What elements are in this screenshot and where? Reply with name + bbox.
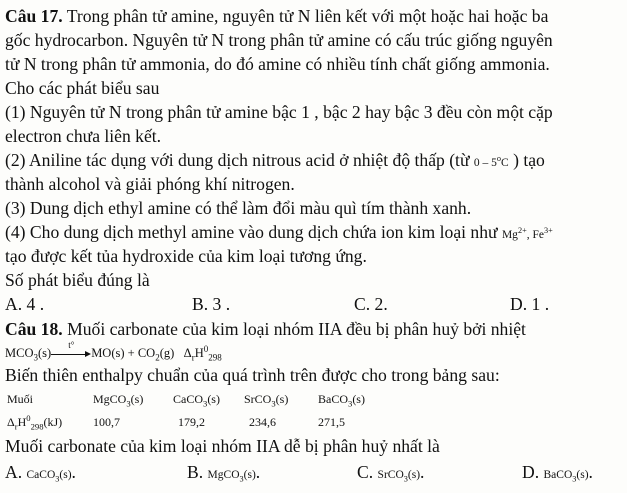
q17-option-b[interactable]: B. 3 .	[192, 294, 231, 314]
q17-option-c[interactable]: C. 2.	[354, 294, 388, 314]
q18-line-1: Câu 18. Muối carbonate của kim loại nhóm IIA đều bị phân huỷ bởi nhiệt	[5, 319, 526, 339]
table-salt-mgco3: MgCO$_3$(s)	[93, 392, 144, 409]
metal-ions: $Mg^{2+}$, $Fe^{3+}$	[501, 226, 553, 241]
q18-option-a[interactable]: A. CaCO$_3$(s).	[5, 462, 76, 484]
table-salt-srco3: SrCO$_3$(s)	[244, 392, 289, 409]
q17-number: Câu 17.	[5, 6, 63, 26]
temperature-range: 0 – 5$^o$C	[473, 154, 509, 169]
q17-line-2: gốc hydrocarbon. Nguyên tử N trong phân tử amine có cấu trúc giống nguyên	[5, 30, 553, 50]
q18-question: Muối carbonate của kim loại nhóm IIA dễ bị phân huỷ nhất là	[5, 436, 440, 456]
table-header-label: Muối	[7, 392, 34, 406]
q17-statement-3: (3) Dung dịch ethyl amine có thể làm đổi màu quì tím thành xanh.	[5, 198, 472, 218]
table-value-baco3: 271,5	[318, 415, 345, 429]
q17-statement-4-cont: tạo được kết tủa hydroxide của kim loại tương ứng.	[5, 246, 367, 266]
q17-statement-4: (4) Cho dung dịch methyl amine vào dung dịch chứa ion kim loại như $Mg^{2+}$, $Fe^{3+}$	[5, 222, 553, 242]
table-row-label: $\Delta_rH^0_{298}(kJ)$	[7, 413, 63, 432]
q17-question: Số phát biểu đúng là	[5, 270, 150, 290]
q17-line-4: Cho các phát biểu sau	[5, 78, 160, 98]
q17-statement-1-cont: electron chưa liên kết.	[5, 126, 162, 146]
q18-option-c[interactable]: C. SrCO$_3$(s).	[357, 462, 425, 484]
q17-statement-2: (2) Aniline tác dụng với dung dịch nitrous acid ở nhiệt độ thấp (từ 0 – 5$^o$C ) tạo	[5, 150, 545, 170]
q18-line-2: Biến thiên enthalpy chuẩn của quá trình trên được cho trong bảng sau:	[5, 365, 500, 385]
q18-option-b[interactable]: B. MgCO$_3$(s).	[187, 462, 261, 484]
q18-number: Câu 18.	[5, 319, 63, 339]
reaction-arrow-icon: t°	[51, 349, 91, 359]
table-salt-caco3: CaCO$_3$(s)	[173, 392, 220, 409]
table-value-mgco3: 100,7	[93, 415, 120, 429]
q17-statement-1: (1) Nguyên tử N trong phân tử amine bậc 1 , bậc 2 hay bậc 3 đều còn một cặp	[5, 102, 553, 122]
table-salt-baco3: BaCO$_3$(s)	[318, 392, 365, 409]
q17-option-a[interactable]: A. 4 .	[5, 294, 45, 314]
q17-option-d[interactable]: D. 1 .	[510, 294, 550, 314]
q17-statement-2-cont: thành alcohol và giải phóng khí nitrogen.	[5, 174, 295, 194]
q17-line-1: Câu 17. Trong phân tử amine, nguyên tử N liên kết với một hoặc hai hoặc ba	[5, 6, 549, 26]
q18-option-d[interactable]: D. BaCO$_3$(s).	[522, 462, 593, 484]
table-value-srco3: 234,6	[249, 415, 276, 429]
q18-reaction-equation: $MCO_3(s)$ t° $MO(s) + CO_2(g)$ $\Delta_rH^0_{298}$	[5, 340, 222, 363]
q17-line-3: tử N trong phân tử ammonia, do đó amine có nhiều tính chất giống ammonia.	[5, 54, 550, 74]
table-value-caco3: 179,2	[178, 415, 205, 429]
